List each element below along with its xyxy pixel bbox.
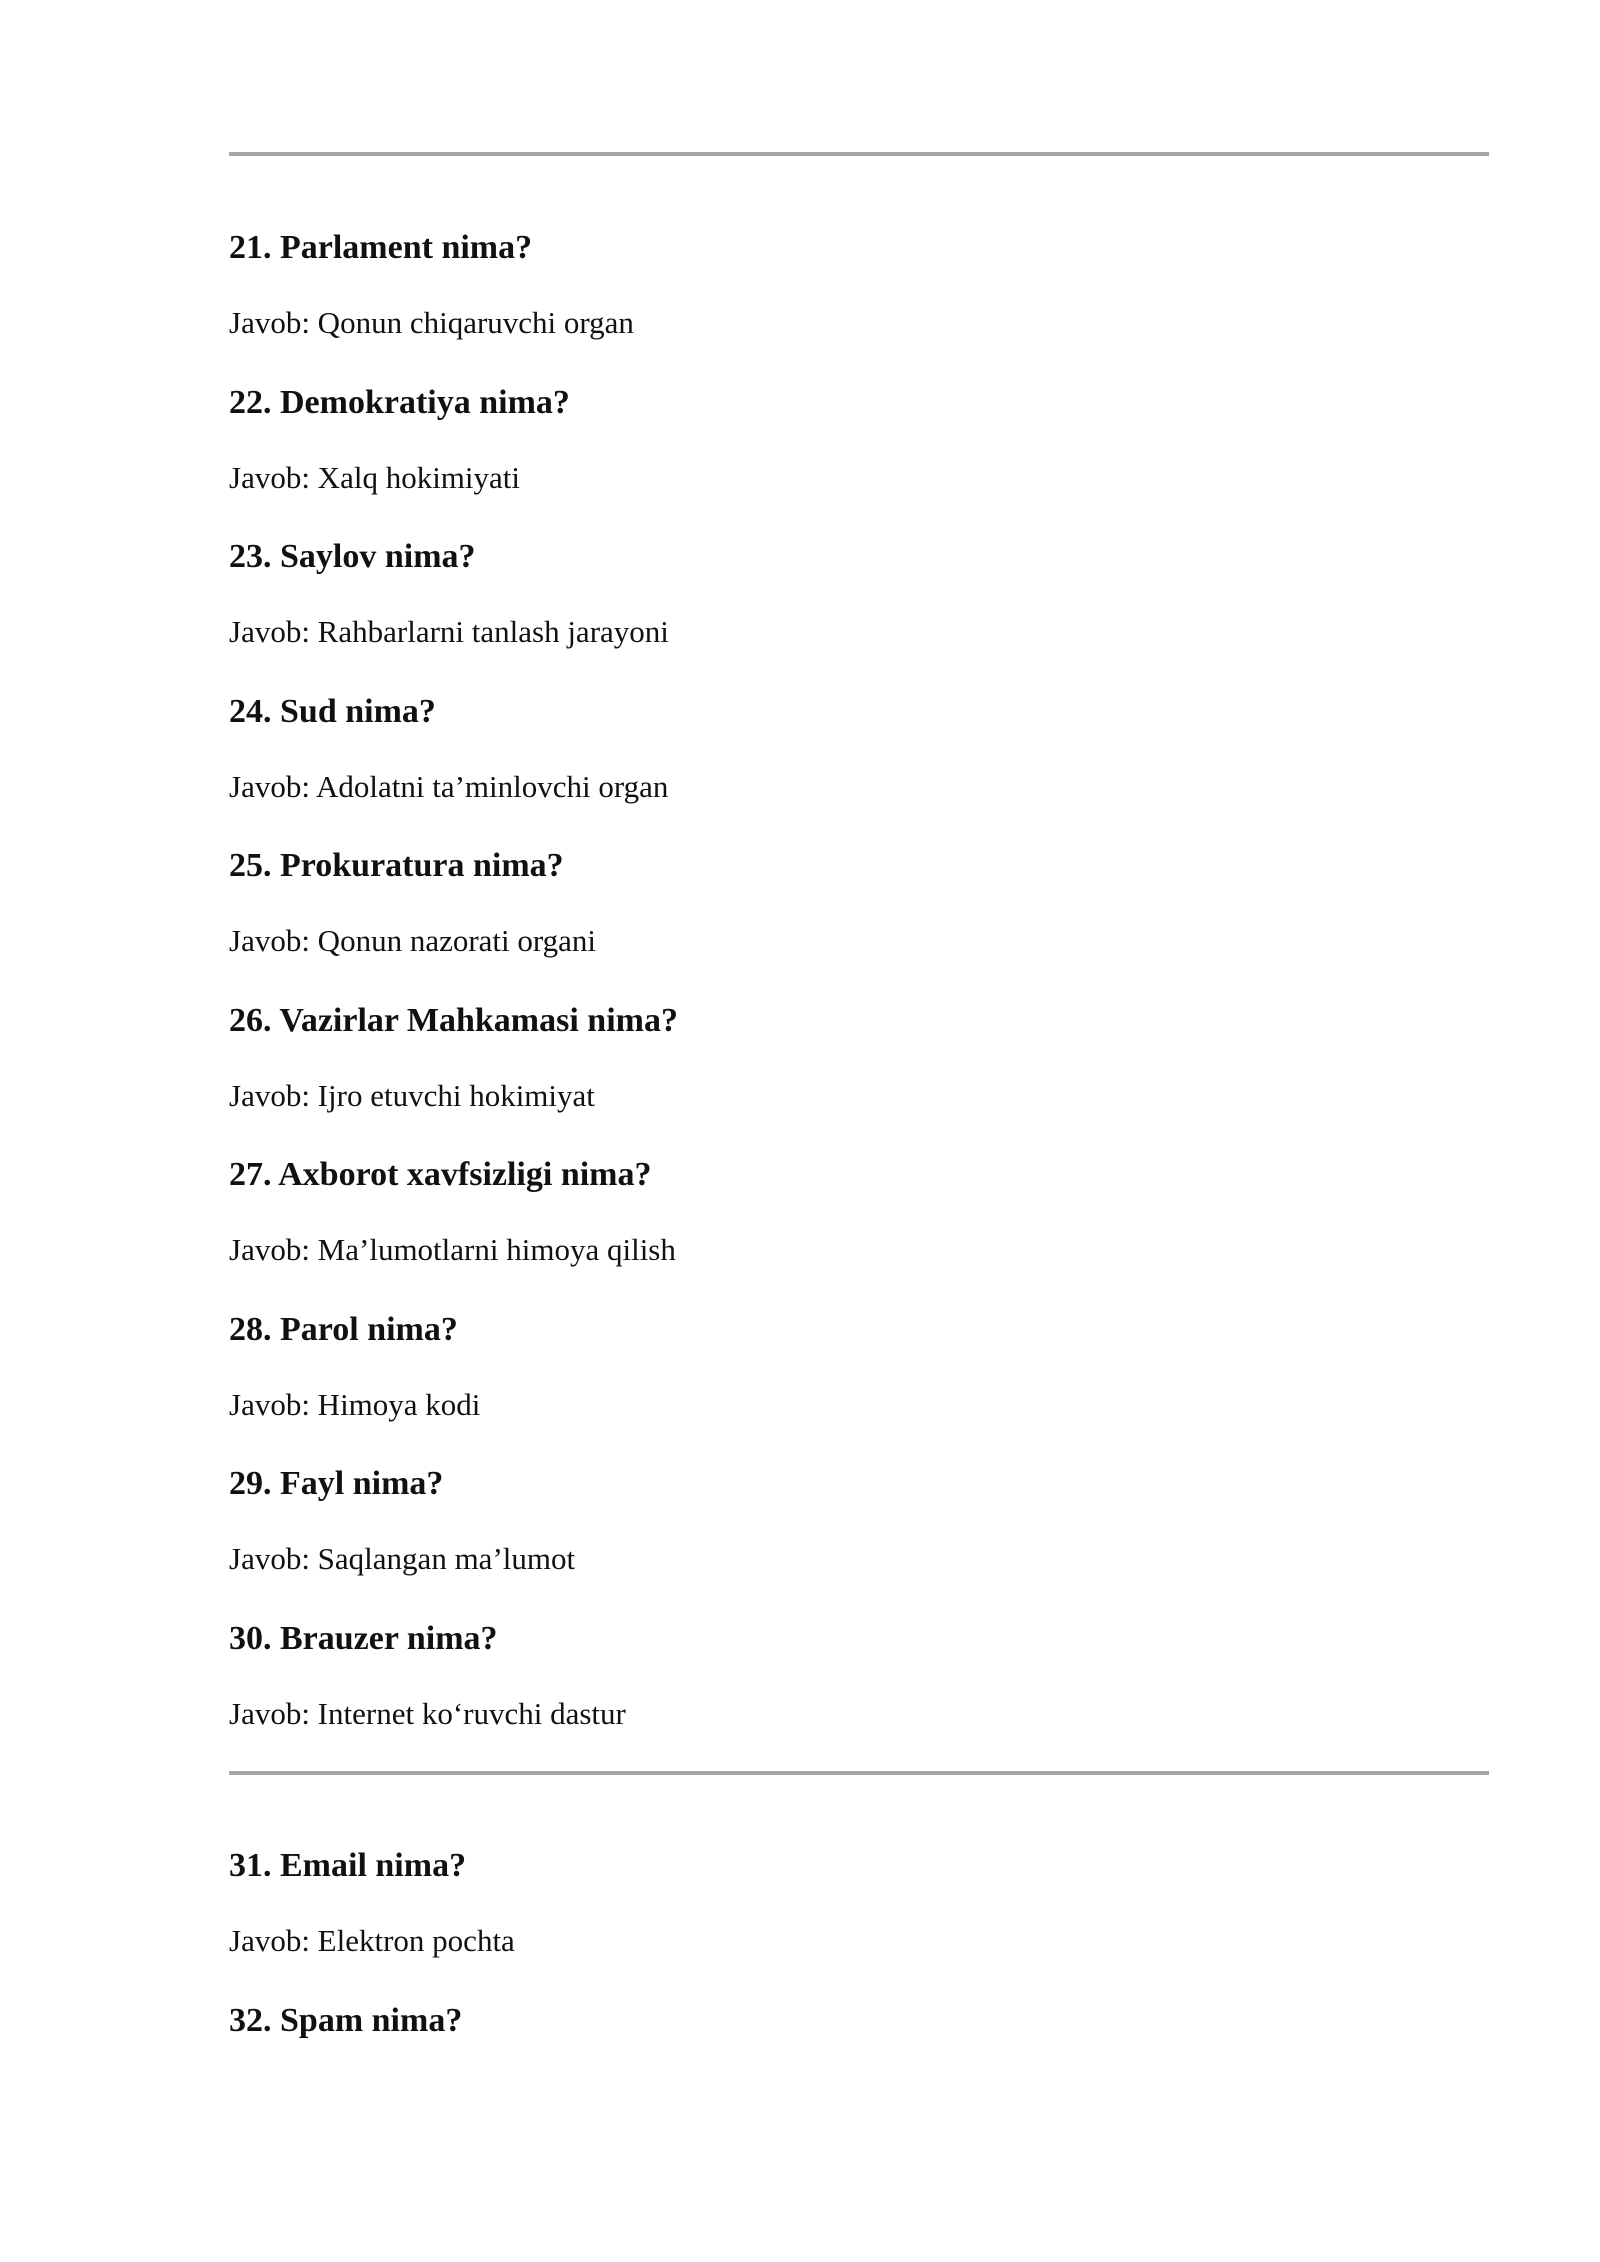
answer-text: Javob: Qonun nazorati organi bbox=[229, 923, 597, 958]
question-heading: 29. Fayl nima? bbox=[229, 1465, 444, 1502]
question-heading: 26. Vazirlar Mahkamasi nima? bbox=[229, 1002, 678, 1039]
answer-text: Javob: Saqlangan ma’lumot bbox=[229, 1541, 576, 1576]
qa-item bbox=[229, 1619, 1489, 1731]
qa-item bbox=[229, 1001, 1489, 1113]
qa-item bbox=[229, 1464, 1489, 1576]
question-heading: 30. Brauzer nima? bbox=[229, 1620, 498, 1657]
question-heading: 28. Parol nima? bbox=[229, 1311, 458, 1348]
question-heading: 23. Saylov nima? bbox=[229, 538, 476, 575]
question-heading: 27. Axborot xavfsizligi nima? bbox=[229, 1156, 652, 1193]
horizontal-rule bbox=[229, 152, 1489, 156]
answer-text: Javob: Rahbarlarni tanlash jarayoni bbox=[229, 614, 669, 649]
answer-text: Javob: Qonun chiqaruvchi organ bbox=[229, 305, 634, 340]
question-heading: 22. Demokratiya nima? bbox=[229, 384, 570, 421]
horizontal-rule bbox=[229, 1771, 1489, 1775]
answer-text: Javob: Ijro etuvchi hokimiyat bbox=[229, 1078, 595, 1113]
qa-item bbox=[229, 537, 1489, 649]
question-heading: 32. Spam nima? bbox=[229, 2002, 463, 2039]
answer-text: Javob: Ma’lumotlarni himoya qilish bbox=[229, 1232, 676, 1267]
answer-text: Javob: Internet ko‘ruvchi dastur bbox=[229, 1696, 626, 1731]
qa-item bbox=[229, 2001, 1489, 2041]
answer-text: Javob: Himoya kodi bbox=[229, 1387, 481, 1422]
qa-item bbox=[229, 228, 1489, 340]
answer-text: Javob: Adolatni ta’minlovchi organ bbox=[229, 769, 669, 804]
qa-item bbox=[229, 692, 1489, 804]
question-heading: 24. Sud nima? bbox=[229, 693, 436, 730]
question-heading: 31. Email nima? bbox=[229, 1847, 467, 1884]
qa-item bbox=[229, 383, 1489, 495]
answer-text: Javob: Elektron pochta bbox=[229, 1923, 515, 1958]
answer-text: Javob: Xalq hokimiyati bbox=[229, 460, 521, 495]
question-heading: 25. Prokuratura nima? bbox=[229, 847, 564, 884]
qa-item bbox=[229, 846, 1489, 958]
question-heading: 21. Parlament nima? bbox=[229, 229, 533, 266]
qa-item bbox=[229, 1310, 1489, 1422]
qa-item bbox=[229, 1155, 1489, 1267]
qa-item bbox=[229, 1846, 1489, 1958]
